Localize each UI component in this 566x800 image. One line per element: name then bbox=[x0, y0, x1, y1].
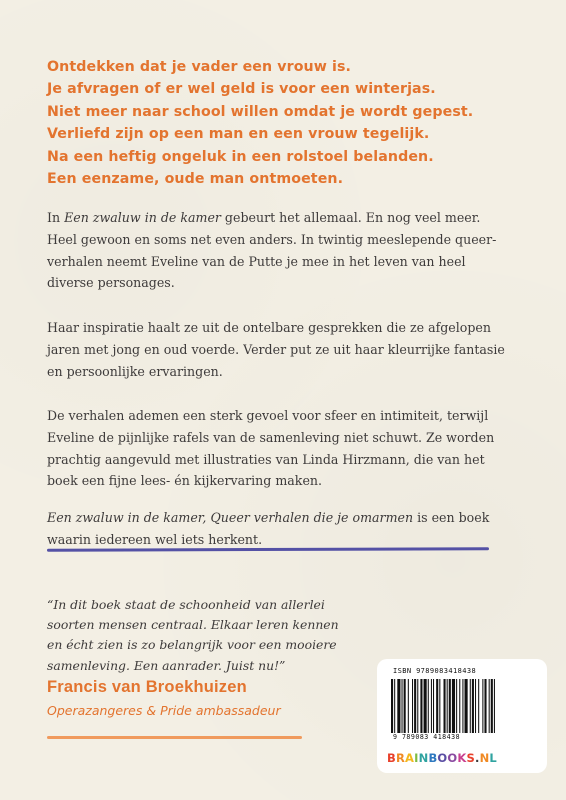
barcode-bar bbox=[449, 679, 451, 733]
prefix-text: In bbox=[47, 210, 65, 225]
barcode-bar bbox=[444, 679, 446, 733]
barcode-bar bbox=[428, 679, 429, 733]
intro-line: Je afvragen of er wel geld is voor een winterjas. bbox=[47, 81, 436, 98]
barcode-image bbox=[391, 679, 533, 733]
brand-letter: S bbox=[466, 751, 475, 765]
brand-letter: O bbox=[437, 751, 448, 765]
paragraph-line: Haar inspiratie haalt ze uit de ontelbare gesprekken die ze afgelopen bbox=[47, 320, 491, 335]
intro-line: Een eenzame, oude man ontmoeten. bbox=[47, 171, 344, 188]
paragraph-line bbox=[47, 507, 490, 529]
barcode-bar bbox=[456, 679, 457, 733]
paragraph-line: Heel gewoon en soms net even anders. In twintig meeslepende queer- bbox=[47, 231, 497, 247]
blurb-paragraph-1 bbox=[47, 207, 497, 294]
brand-letter: A bbox=[405, 751, 415, 765]
barcode-bar bbox=[404, 679, 406, 733]
barcode-bar bbox=[452, 679, 455, 733]
book-title-italic: Een zwaluw in de kamer bbox=[64, 210, 221, 225]
barcode-bar bbox=[436, 679, 438, 733]
isbn-label: ISBN 9789083418438 bbox=[393, 667, 477, 675]
paragraph-line: boek een fijne lees- én kijkervaring maken. bbox=[47, 473, 323, 489]
intro-line: Verliefd zijn op een man en een vrouw tegelijk. bbox=[47, 126, 430, 143]
paragraph-line: diverse personages. bbox=[47, 275, 175, 291]
intro-line: Niet meer naar school willen omdat je wordt gepest. bbox=[47, 103, 474, 120]
publisher-logo bbox=[387, 751, 497, 765]
barcode-bar bbox=[475, 679, 476, 733]
barcode-bar bbox=[420, 679, 422, 733]
barcode-bar bbox=[391, 679, 393, 733]
brand-letter: L bbox=[489, 751, 497, 765]
barcode-bar bbox=[402, 679, 403, 733]
barcode-bar bbox=[478, 679, 479, 733]
brand-letter: B bbox=[428, 751, 438, 765]
barcode-bar bbox=[414, 679, 416, 733]
barcode-bar bbox=[472, 679, 474, 733]
barcode-bar bbox=[433, 679, 434, 733]
blurb-paragraph-2 bbox=[47, 317, 505, 382]
isbn-digits: 9 789083 418438 bbox=[393, 733, 461, 741]
barcode-bar bbox=[447, 679, 448, 733]
intro-line: Na een heftig ongeluk in een rolstoel belanden. bbox=[47, 148, 434, 165]
brand-letter: N bbox=[418, 751, 429, 765]
paragraph-line: verhalen neemt Eveline van de Putte je mee in het leven van heel bbox=[47, 253, 466, 269]
blurb-paragraph-4 bbox=[47, 507, 490, 551]
barcode-bar bbox=[470, 679, 471, 733]
book-title-italic: Een zwaluw in de kamer, Queer verhalen die je omarmen bbox=[47, 510, 414, 525]
endorsement-quote bbox=[47, 595, 347, 676]
quote-author-role: Operazangeres & Pride ambassadeur bbox=[47, 703, 281, 718]
paragraph-line: De verhalen ademen een sterk gevoel voor sfeer en intimiteit, terwijl bbox=[47, 408, 489, 423]
barcode-bar bbox=[439, 679, 440, 733]
barcode-bar bbox=[424, 679, 427, 733]
line-rest: is een boek bbox=[413, 510, 490, 525]
quote-line: en écht zien is zo belangrijk voor een mooiere bbox=[47, 637, 337, 653]
barcode-bar bbox=[394, 679, 395, 733]
quote-line: soorten mensen centraal. Elkaar leren kennen bbox=[47, 617, 339, 633]
quote-line: “In dit boek staat de schoonheid van allerlei bbox=[47, 597, 325, 612]
brand-letter: K bbox=[457, 751, 467, 765]
barcode-bar bbox=[459, 679, 460, 733]
intro-statements bbox=[47, 56, 517, 190]
line-rest: gebeurt het allemaal. En nog veel meer. bbox=[220, 210, 481, 225]
barcode-panel bbox=[377, 659, 547, 773]
barcode-bar bbox=[408, 679, 409, 733]
paragraph-line: en persoonlijke ervaringen. bbox=[47, 363, 223, 379]
barcode-bar bbox=[431, 679, 432, 733]
brand-letter: N bbox=[479, 751, 490, 765]
barcode-bar bbox=[397, 679, 400, 733]
paragraph-line: prachtig aangevuld met illustraties van Linda Hirzmann, die van het bbox=[47, 451, 485, 467]
brand-letter: R bbox=[395, 751, 406, 765]
quote-author: Francis van Broekhuizen bbox=[47, 678, 247, 696]
barcode-bar bbox=[462, 679, 463, 733]
brand-letter: O bbox=[447, 751, 458, 765]
orange-underline bbox=[47, 736, 302, 739]
intro-line: Ontdekken dat je vader een vrouw is. bbox=[47, 59, 352, 75]
barcode-bar bbox=[491, 679, 493, 733]
quote-line: samenleving. Een aanrader. Juist nu!” bbox=[47, 657, 286, 673]
blurb-paragraph-3 bbox=[47, 405, 495, 492]
brand-letter: . bbox=[475, 751, 480, 765]
barcode-bar bbox=[465, 679, 468, 733]
brand-letter: B bbox=[387, 751, 396, 765]
paragraph-line: Eveline de pijnlijke rafels van de samenleving niet schuwt. Ze worden bbox=[47, 429, 495, 445]
purple-divider bbox=[47, 547, 489, 552]
paragraph-line: jaren met jong en oud voerde. Verder put ze uit haar kleurrijke fantasie bbox=[47, 341, 505, 357]
barcode-bar bbox=[494, 679, 495, 733]
paragraph-line bbox=[47, 207, 487, 229]
barcode-bar bbox=[412, 679, 413, 733]
barcode-bar bbox=[484, 679, 486, 733]
paragraph-line: waarin iedereen wel iets herkent. bbox=[47, 531, 263, 547]
barcode-bar bbox=[417, 679, 418, 733]
barcode-bar bbox=[489, 679, 490, 733]
brand-letter: I bbox=[414, 751, 419, 765]
barcode-bar bbox=[482, 679, 483, 733]
